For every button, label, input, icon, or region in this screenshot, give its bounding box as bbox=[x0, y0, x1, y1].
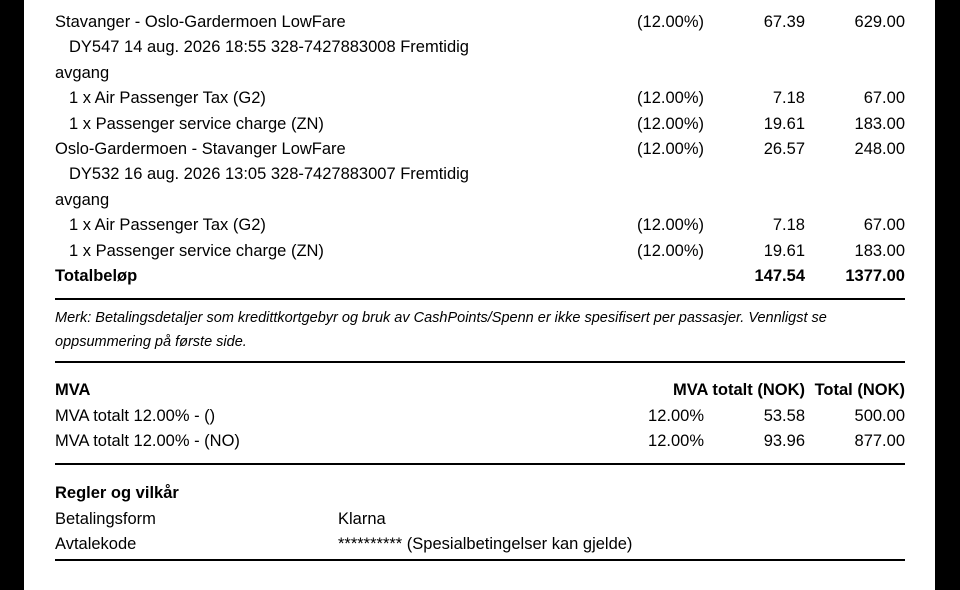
mva-heading: MVA bbox=[55, 381, 91, 400]
mva-rate: 12.00% bbox=[648, 406, 704, 425]
flight-info: DY532 16 aug. 2026 13:05 328-7427883007 Fremtidig bbox=[69, 165, 469, 184]
fee-row bbox=[55, 86, 905, 111]
segment-vat: 67.39 bbox=[763, 13, 805, 31]
segment-rate: (12.00%) bbox=[637, 13, 704, 31]
fee-rate: (12.00%) bbox=[637, 241, 704, 260]
flight-info-row bbox=[55, 162, 905, 187]
mva-total: 500.00 bbox=[854, 406, 905, 425]
mva-row bbox=[55, 404, 905, 429]
payment-method-value: Klarna bbox=[338, 509, 386, 528]
segment-rate: (12.00%) bbox=[637, 139, 704, 158]
segment-route: Oslo-Gardermoen - Stavanger LowFare bbox=[55, 139, 346, 158]
fee-desc: 1 x Passenger service charge (ZN) bbox=[69, 241, 324, 260]
total-row bbox=[55, 264, 905, 289]
mva-total-column-header: Total (NOK) bbox=[814, 381, 905, 400]
terms-row bbox=[55, 532, 905, 557]
mva-header-row bbox=[55, 378, 905, 403]
fee-desc: 1 x Passenger service charge (ZN) bbox=[69, 114, 324, 133]
fee-total: 183.00 bbox=[854, 241, 905, 260]
mva-vat: 53.58 bbox=[763, 406, 805, 425]
total-vat: 147.54 bbox=[754, 266, 805, 285]
fee-total: 67.00 bbox=[863, 216, 905, 235]
total-amount: 1377.00 bbox=[845, 266, 905, 285]
flight-status: avgang bbox=[55, 63, 110, 82]
segment-total: 248.00 bbox=[854, 139, 905, 158]
agreement-code-value: ********** (Spesialbetingelser kan gjelde) bbox=[338, 535, 633, 554]
receipt-content bbox=[55, 10, 905, 561]
fee-vat: 19.61 bbox=[763, 114, 805, 133]
flight-info: DY547 14 aug. 2026 18:55 328-7427883008 Fremtidig bbox=[69, 38, 469, 57]
mva-vat-column-header: MVA totalt (NOK) bbox=[673, 381, 805, 400]
mva-rate: 12.00% bbox=[648, 432, 704, 451]
payment-note: Merk: Betalingsdetaljer som kredittkortgebyr og bruk av CashPoints/Spenn er ikke spesifisert per passasjer. Vennligst se oppsummering på første side. bbox=[55, 310, 827, 351]
segment-route: Stavanger - Oslo-Gardermoen LowFare bbox=[55, 13, 346, 31]
segment-total: 629.00 bbox=[854, 13, 905, 31]
fee-vat: 7.18 bbox=[772, 89, 805, 108]
fee-total: 183.00 bbox=[854, 114, 905, 133]
fee-row bbox=[55, 239, 905, 264]
segment-vat: 26.57 bbox=[763, 139, 805, 158]
fee-vat: 7.18 bbox=[772, 216, 805, 235]
payment-method-label: Betalingsform bbox=[55, 509, 156, 528]
divider bbox=[55, 559, 905, 561]
mva-label: MVA totalt 12.00% - () bbox=[55, 406, 216, 425]
mva-row bbox=[55, 429, 905, 454]
terms-heading-row bbox=[55, 481, 905, 506]
flight-status-row bbox=[55, 61, 905, 86]
total-label: Totalbeløp bbox=[55, 266, 138, 285]
fee-desc: 1 x Air Passenger Tax (G2) bbox=[69, 216, 266, 235]
flight-status: avgang bbox=[55, 190, 110, 209]
flight-status-row bbox=[55, 188, 905, 213]
mva-label: MVA totalt 12.00% - (NO) bbox=[55, 432, 240, 451]
fee-vat: 19.61 bbox=[763, 241, 805, 260]
terms-row bbox=[55, 507, 905, 532]
fee-rate: (12.00%) bbox=[637, 216, 704, 235]
segment-row bbox=[55, 137, 905, 162]
agreement-code-label: Avtalekode bbox=[55, 535, 137, 554]
fee-row bbox=[55, 112, 905, 137]
mva-vat: 93.96 bbox=[763, 432, 805, 451]
flight-info-row bbox=[55, 35, 905, 60]
receipt-page bbox=[24, 0, 935, 590]
fee-total: 67.00 bbox=[863, 89, 905, 108]
mva-total: 877.00 bbox=[854, 432, 905, 451]
fee-rate: (12.00%) bbox=[637, 114, 704, 133]
segment-row bbox=[55, 10, 905, 35]
terms-heading: Regler og vilkår bbox=[55, 484, 179, 503]
fee-rate: (12.00%) bbox=[637, 89, 704, 108]
fee-desc: 1 x Air Passenger Tax (G2) bbox=[69, 89, 266, 108]
fee-row bbox=[55, 213, 905, 238]
